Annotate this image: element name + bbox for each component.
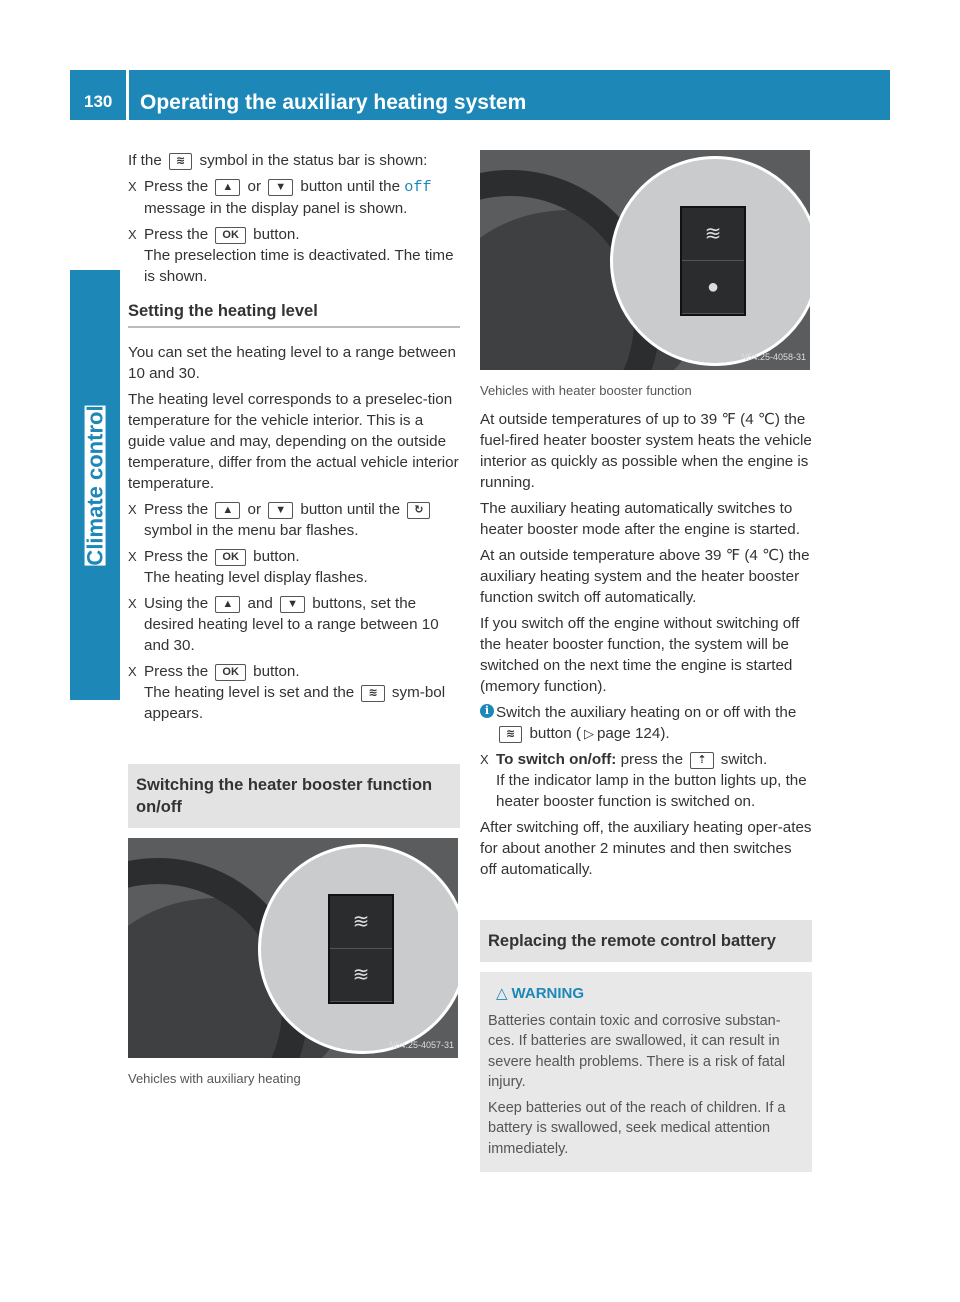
heater-switch-illustration [680, 206, 746, 316]
heater-switch-illustration [328, 894, 394, 1004]
right-column [480, 150, 812, 1172]
down-arrow-button-icon: ▼ [268, 502, 293, 519]
instruction-step: X Press the OK button. The preselection time is deactivated. The time is shown. [128, 224, 460, 287]
instruction-step: X Press the ▲ or ▼ button until the off message in the display panel is shown. [128, 176, 460, 219]
instruction-step: X Press the OK button. The heating level is set and the ≋ sym-bol appears. [128, 661, 460, 724]
left-column [128, 150, 460, 1097]
heater-symbol-icon: ≋ [169, 153, 192, 170]
ok-button-icon: OK [215, 227, 246, 244]
paragraph: At outside temperatures of up to 39 ℉ (4 ℃) the fuel-fired heater booster system heats the vehicle interior as quickly as possible when the engine is running. [480, 411, 812, 491]
photo-caption: Vehicles with auxiliary heating [128, 1071, 301, 1086]
page-number: 130 [84, 92, 113, 111]
paragraph: You can set the heating level to a range between 10 and 30. [128, 344, 456, 382]
paragraph: If you switch off the engine without switching off the heater booster function, the system will be switched on the next time the engine is started (memory function). [480, 615, 800, 695]
section-heading-box: Switching the heater booster function on/off [128, 764, 460, 828]
step-result: The heating level display flashes. [144, 569, 368, 586]
heater-symbol-icon: ≋ [361, 685, 384, 702]
photo-code: N54.25-4057-31 [388, 1040, 454, 1050]
instruction-step: X To switch on/off: press the ⇡ switch. If the indicator lamp in the button lights up, the heater booster function is switched on. [480, 749, 812, 812]
side-tab-label-wrap [70, 270, 120, 700]
photo-code: N54.25-4058-31 [740, 352, 806, 362]
down-arrow-button-icon: ▼ [280, 596, 305, 613]
warning-text: Batteries contain toxic and corrosive substan-ces. If batteries are swallowed, it can result in severe health problems. There is a risk of fatal injury. [488, 1012, 786, 1090]
heater-button-icon: ≋ [499, 726, 522, 743]
instruction-step: X Press the OK button. The heating level display flashes. [128, 546, 460, 588]
paragraph: The auxiliary heating automatically switches to heater booster mode after the engine is started. [480, 500, 800, 538]
booster-icon: ≋ [682, 208, 744, 261]
step-result: The heating level is set and the ≋ sym-bol appears. [144, 684, 446, 722]
paragraph: At an outside temperature above 39 ℉ (4 ℃) the auxiliary heating system and the heater booster function switch off automatically. [480, 547, 810, 606]
warning-text: Keep batteries out of the reach of children. If a battery is swallowed, seek medical attention immediately. [488, 1099, 786, 1157]
up-arrow-button-icon: ▲ [215, 596, 240, 613]
page-reference-arrow-icon: ▷ [583, 726, 594, 741]
heater-icon: ≋ [330, 896, 392, 949]
off-message: off [404, 178, 432, 196]
warning-title: △ WARNING [496, 985, 585, 1002]
booster-switch-icon: ⇡ [690, 752, 713, 769]
steering-wheel-photo [128, 838, 458, 1058]
warning-box [480, 972, 812, 1172]
down-arrow-button-icon: ▼ [268, 179, 293, 196]
up-arrow-button-icon: ▲ [215, 179, 240, 196]
paragraph: The heating level corresponds to a preselec-tion temperature for the vehicle interior. This is a guide value and may, depending on the outside temperature, differ from the actual vehicle interior temperature. [128, 391, 459, 492]
header-separator [126, 70, 129, 120]
heating-level-symbol-icon: ↻ [407, 502, 430, 519]
booster-icon: ≋ [330, 949, 392, 1002]
section-heading-box: Replacing the remote control battery [480, 920, 812, 962]
info-note: i Switch the auxiliary heating on or off with the ≋ button ( ▷ page 124). [480, 702, 812, 744]
instruction-step: X Using the ▲ and ▼ buttons, set the desired heating level to a range between 10 and 30. [128, 593, 460, 656]
info-icon: i [480, 704, 494, 718]
page-title: Operating the auxiliary heating system [140, 91, 527, 114]
warning-triangle-icon: △ [496, 985, 508, 1002]
section-heading: Setting the heating level [128, 301, 460, 328]
side-tab-label: Climate control [82, 404, 108, 566]
indicator-lamp-icon: ● [682, 261, 744, 314]
paragraph: After switching off, the auxiliary heating oper-ates for about another 2 minutes and then switches off automatically. [480, 819, 812, 878]
ok-button-icon: OK [215, 664, 246, 681]
step-result: The preselection time is deactivated. The time is shown. [144, 247, 454, 285]
step-result: If the indicator lamp in the button lights up, the heater booster function is switched on. [496, 772, 807, 810]
up-arrow-button-icon: ▲ [215, 502, 240, 519]
intro-text: If the ≋ symbol in the status bar is shown: [128, 152, 428, 169]
steering-wheel-photo [480, 150, 810, 370]
instruction-step: X Press the ▲ or ▼ button until the ↻ symbol in the menu bar flashes. [128, 499, 460, 541]
ok-button-icon: OK [215, 549, 246, 566]
photo-caption: Vehicles with heater booster function [480, 383, 692, 398]
